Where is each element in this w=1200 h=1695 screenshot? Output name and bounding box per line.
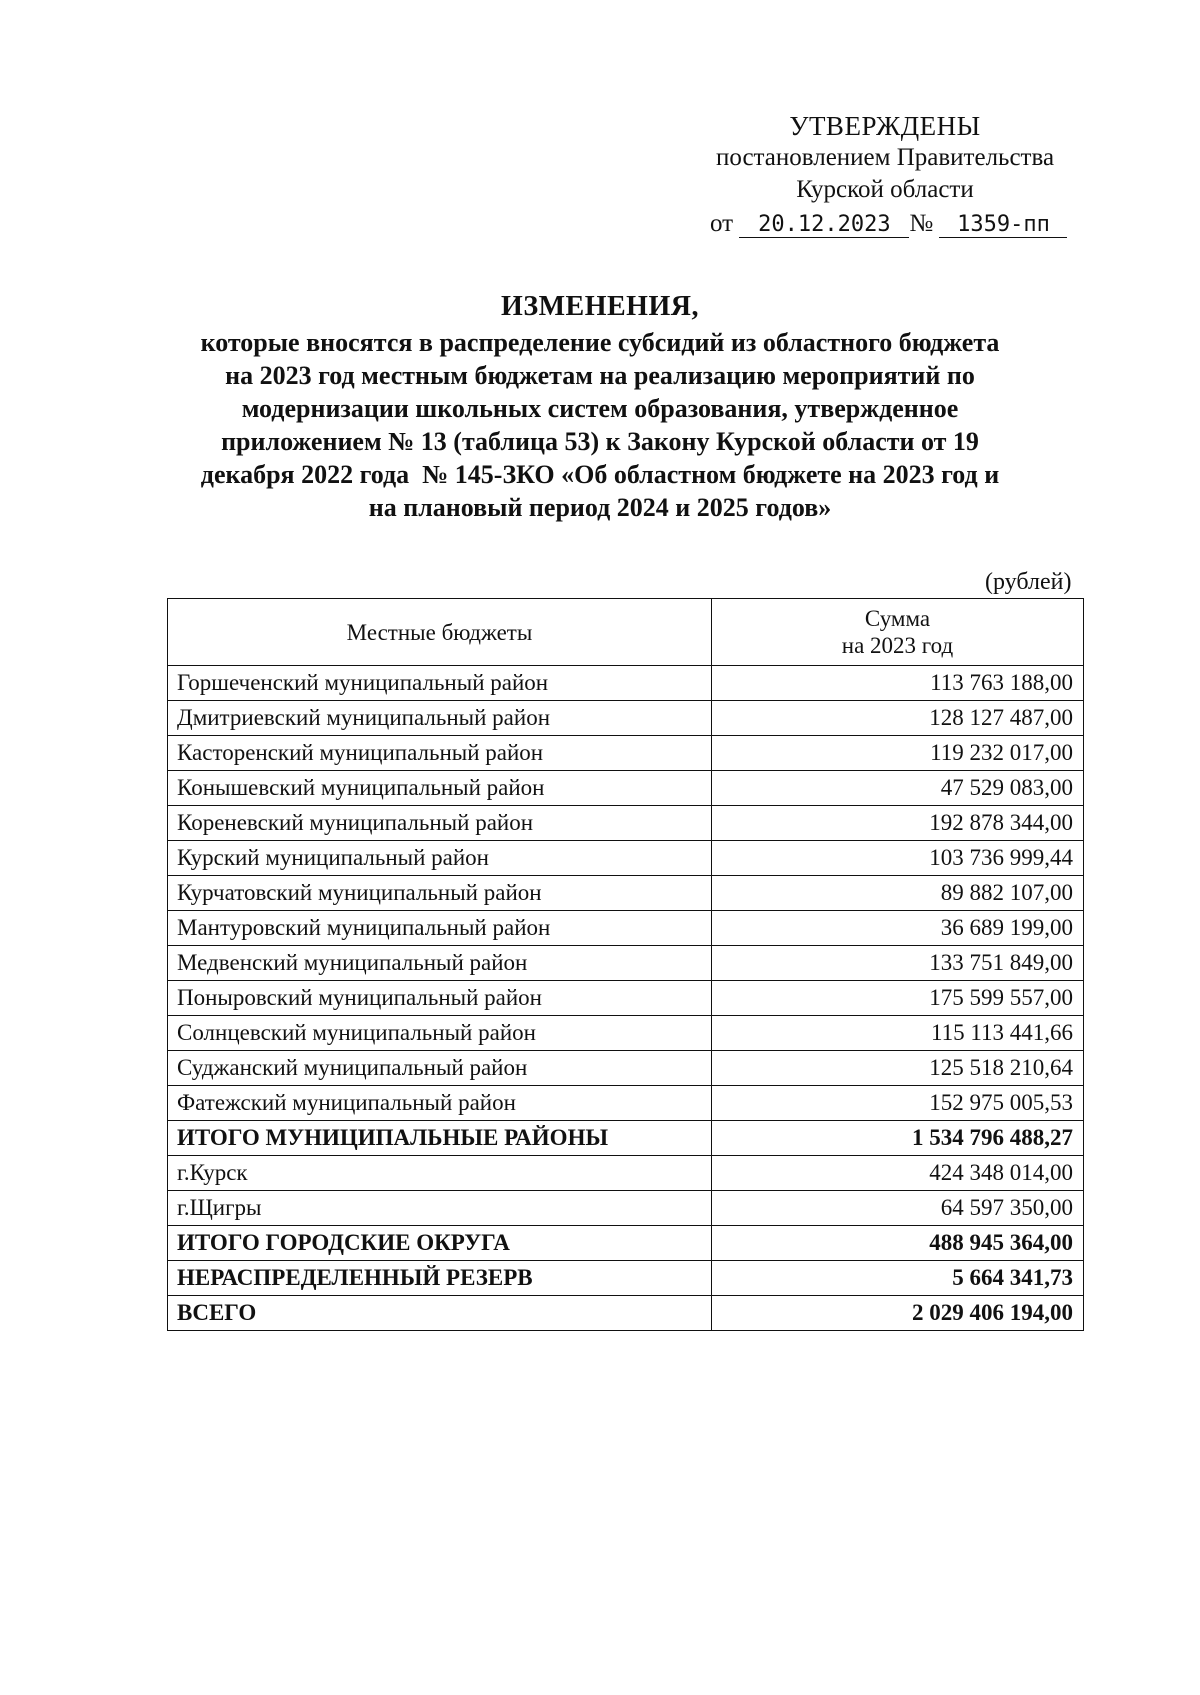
budget-name-cell: Солнцевский муниципальный район (168, 1016, 712, 1051)
amount-cell: 192 878 344,00 (712, 806, 1084, 841)
table-row (168, 981, 1084, 1016)
budget-name-cell: ИТОГО ГОРОДСКИЕ ОКРУГА (168, 1226, 712, 1261)
heading-line: модернизации школьных систем образования, утвержденное (241, 394, 959, 423)
table-row (168, 1016, 1084, 1051)
column-header-budgets: Местные бюджеты (168, 599, 712, 666)
table-row (168, 771, 1084, 806)
budget-name-cell: г.Курск (168, 1156, 712, 1191)
budget-name-cell: Суджанский муниципальный район (168, 1051, 712, 1086)
column-header-amount-line1: Сумма (864, 606, 931, 631)
budget-name-cell: Поныровский муниципальный район (168, 981, 712, 1016)
column-header-amount-line2: на 2023 год (841, 633, 954, 658)
table-total-row (168, 1261, 1084, 1296)
budget-name-cell: НЕРАСПРЕДЕЛЕННЫЙ РЕЗЕРВ (168, 1261, 712, 1296)
table-row (168, 701, 1084, 736)
amount-cell: 119 232 017,00 (712, 736, 1084, 771)
budget-name-cell: Горшеченский муниципальный район (168, 666, 712, 701)
budget-name-cell: ВСЕГО (168, 1296, 712, 1331)
table-row (168, 876, 1084, 911)
budget-name-cell: Конышевский муниципальный район (168, 771, 712, 806)
amount-cell: 133 751 849,00 (712, 946, 1084, 981)
column-header-amount (712, 599, 1084, 666)
amount-cell: 125 518 210,64 (712, 1051, 1084, 1086)
budget-name-cell: ИТОГО МУНИЦИПАЛЬНЫЕ РАЙОНЫ (168, 1121, 712, 1156)
budget-name-cell: г.Щигры (168, 1191, 712, 1226)
table-row (168, 911, 1084, 946)
document-heading (150, 290, 1050, 524)
heading-line: на 2023 год местным бюджетам на реализацию мероприятий по (225, 361, 975, 390)
approval-line-3: Курской области (796, 176, 974, 203)
amount-cell: 128 127 487,00 (712, 701, 1084, 736)
amount-cell: 488 945 364,00 (712, 1226, 1084, 1261)
table-row (168, 1191, 1084, 1226)
budget-name-cell: Курчатовский муниципальный район (168, 876, 712, 911)
budget-name-cell: Медвенский муниципальный район (168, 946, 712, 981)
amount-cell: 115 113 441,66 (712, 1016, 1084, 1051)
budget-table (167, 598, 1084, 1331)
amount-cell: 89 882 107,00 (712, 876, 1084, 911)
budget-name-cell: Кореневский муниципальный район (168, 806, 712, 841)
approval-stamp (680, 110, 1090, 240)
amount-cell: 103 736 999,44 (712, 841, 1084, 876)
heading-line: на плановый период 2024 и 2025 годов» (368, 493, 832, 522)
table-total-row (168, 1226, 1084, 1261)
number-prefix: № (909, 210, 934, 237)
amount-cell: 5 664 341,73 (712, 1261, 1084, 1296)
amount-cell: 2 029 406 194,00 (712, 1296, 1084, 1331)
amount-cell: 175 599 557,00 (712, 981, 1084, 1016)
amount-cell: 1 534 796 488,27 (712, 1121, 1084, 1156)
heading-line: декабря 2022 года № 145-ЗКО «Об областном бюджете на 2023 год и (200, 460, 1000, 489)
amount-cell: 64 597 350,00 (712, 1191, 1084, 1226)
table-body (168, 666, 1084, 1331)
budget-name-cell: Мантуровский муниципальный район (168, 911, 712, 946)
table-total-row (168, 1121, 1084, 1156)
table-row (168, 1051, 1084, 1086)
budget-name-cell: Касторенский муниципальный район (168, 736, 712, 771)
units-label: (рублей) (985, 569, 1072, 595)
table-header-row (168, 599, 1084, 666)
amount-cell: 47 529 083,00 (712, 771, 1084, 806)
date-prefix: от (710, 210, 734, 237)
table-row (168, 736, 1084, 771)
heading-line: приложением № 13 (таблица 53) к Закону Курской области от 19 (221, 427, 979, 456)
amount-cell: 36 689 199,00 (712, 911, 1084, 946)
table-row (168, 1086, 1084, 1121)
table-row (168, 946, 1084, 981)
table-total-row (168, 1296, 1084, 1331)
amount-cell: 152 975 005,53 (712, 1086, 1084, 1121)
budget-name-cell: Курский муниципальный район (168, 841, 712, 876)
document-title: ИЗМЕНЕНИЯ, (501, 291, 699, 322)
approval-title: УТВЕРЖДЕНЫ (789, 111, 981, 141)
table-row (168, 1156, 1084, 1191)
table-row (168, 806, 1084, 841)
amount-cell: 113 763 188,00 (712, 666, 1084, 701)
table-row (168, 841, 1084, 876)
table-row (168, 666, 1084, 701)
approval-number: 1359-пп (939, 213, 1067, 238)
approval-date: 20.12.2023 (739, 213, 909, 238)
approval-date-line (680, 208, 1090, 240)
budget-name-cell: Фатежский муниципальный район (168, 1086, 712, 1121)
amount-cell: 424 348 014,00 (712, 1156, 1084, 1191)
approval-line-2: постановлением Правительства (715, 144, 1055, 171)
heading-line: которые вносятся в распределение субсидий из областного бюджета (200, 328, 1000, 357)
budget-name-cell: Дмитриевский муниципальный район (168, 701, 712, 736)
